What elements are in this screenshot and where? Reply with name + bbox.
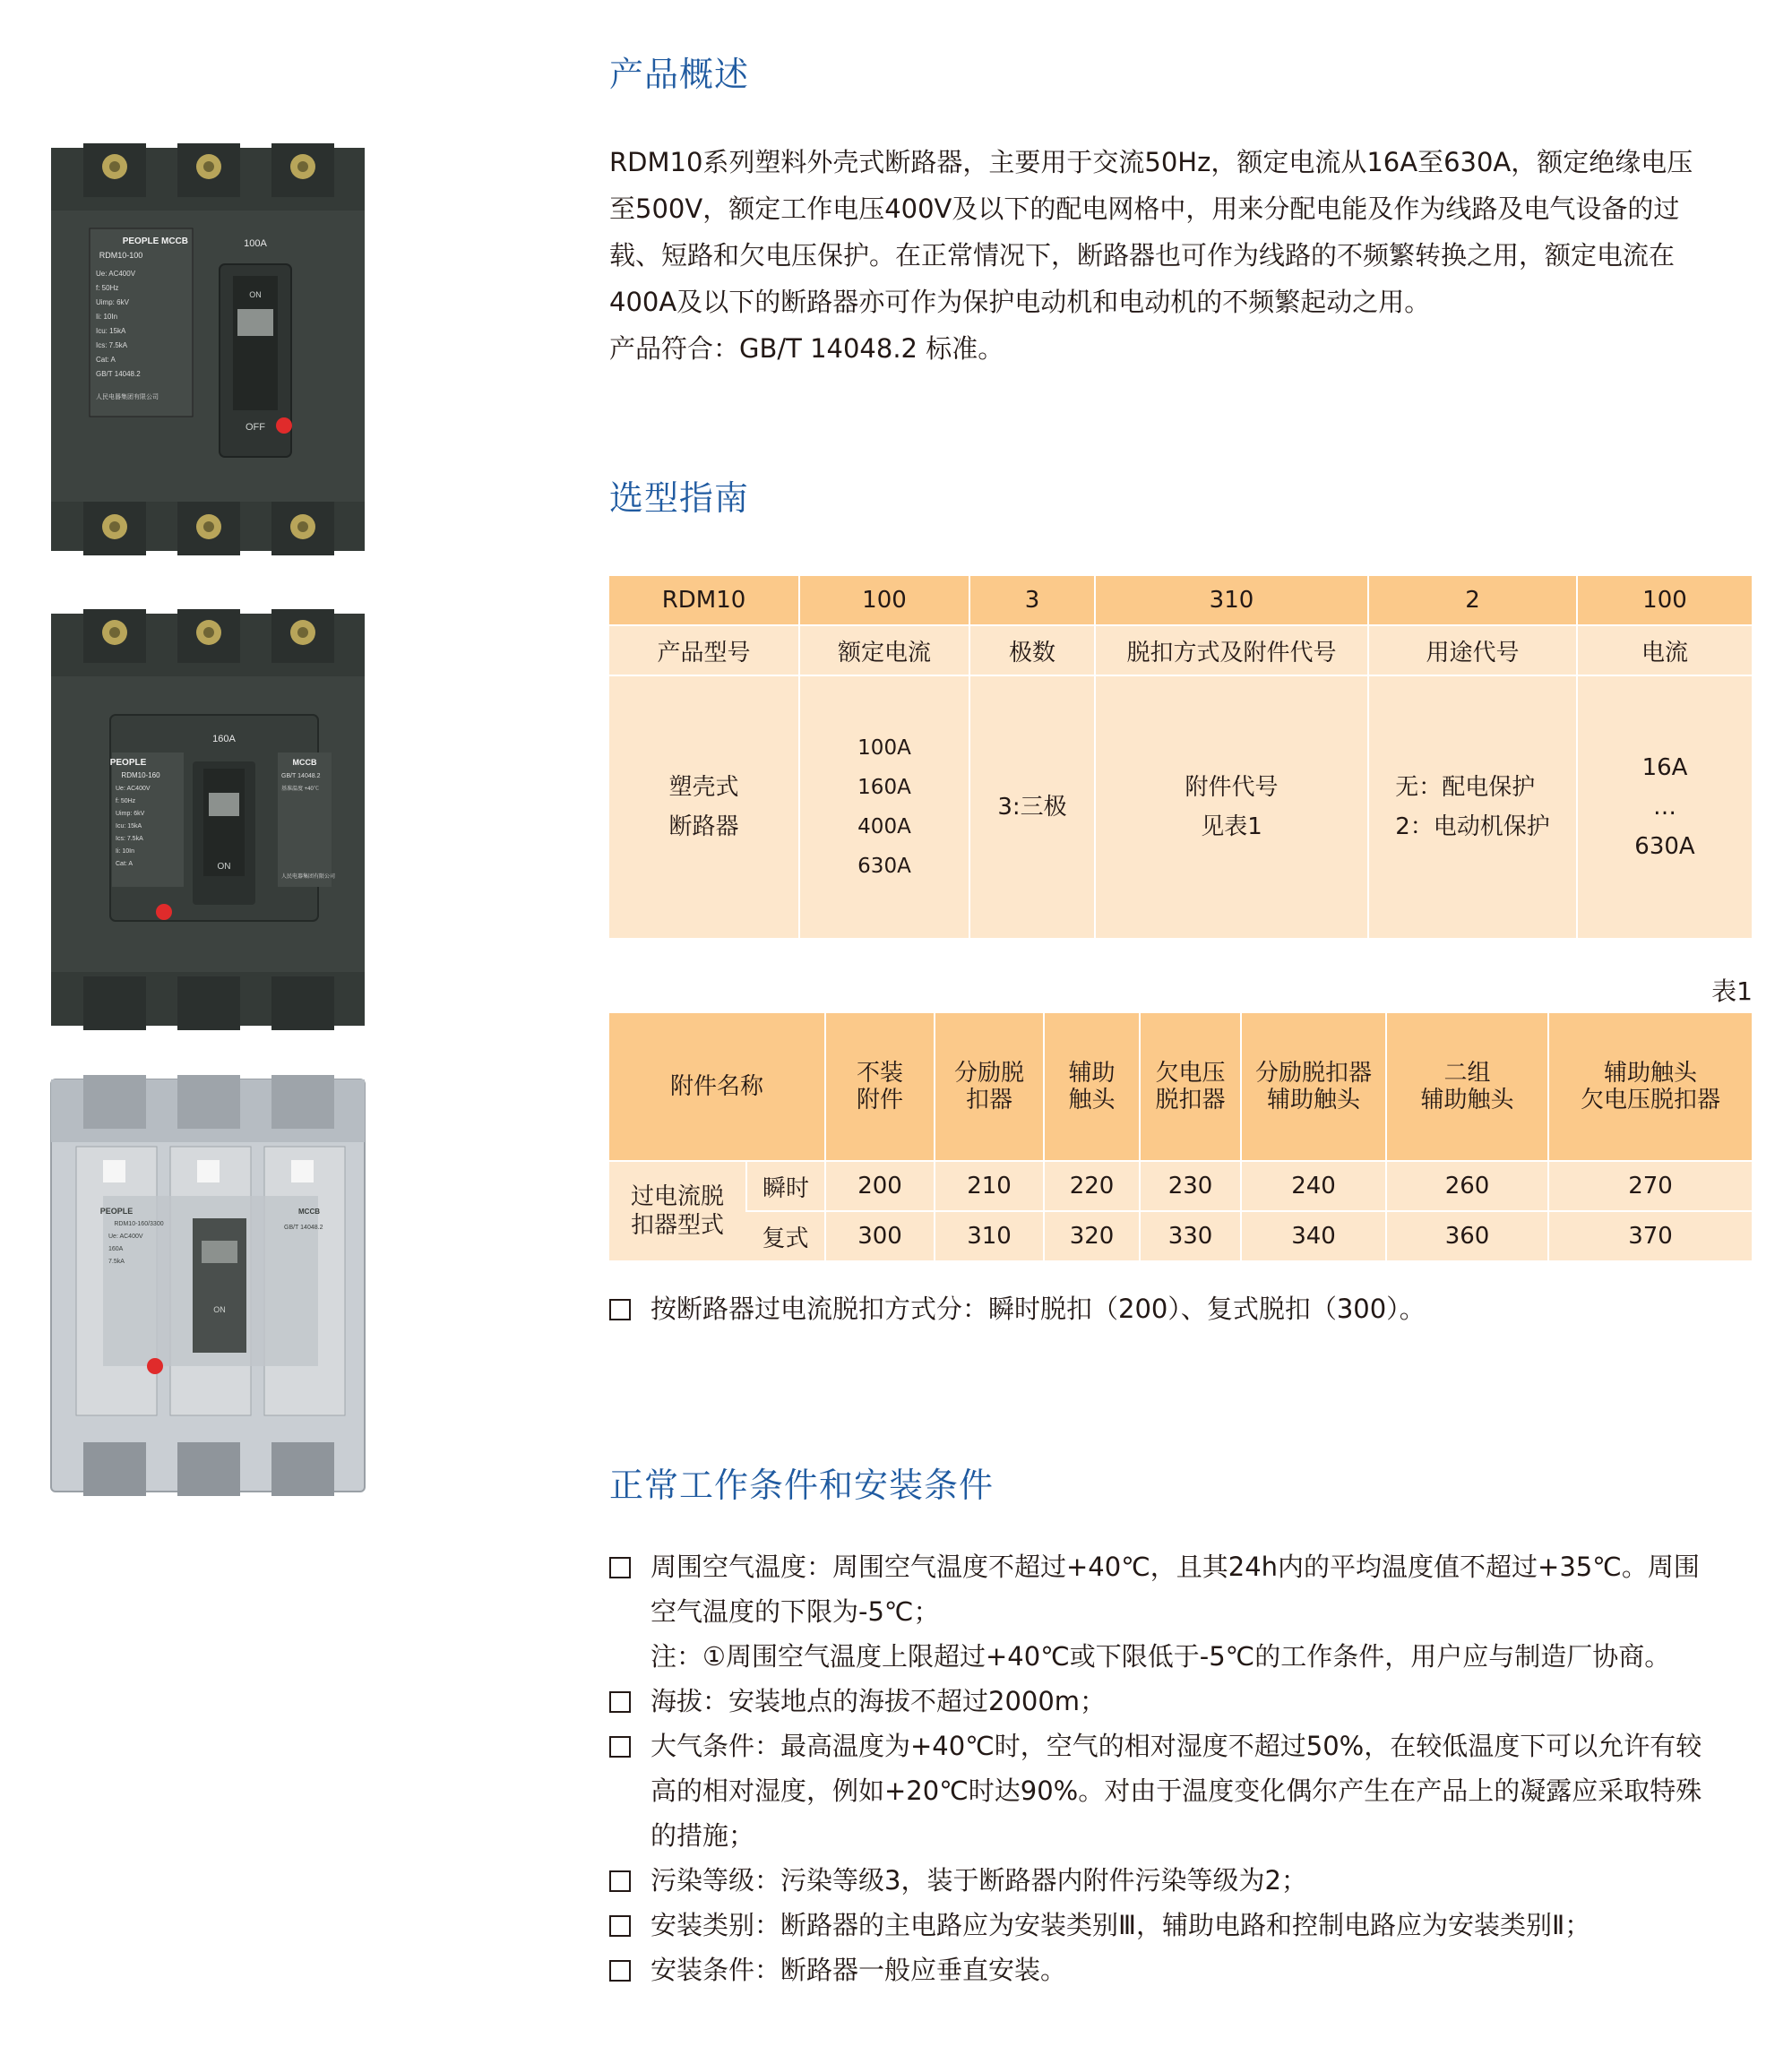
conditions-heading: 正常工作条件和安装条件 xyxy=(609,1466,995,1505)
spec-line: f: 50Hz xyxy=(96,284,119,292)
header-line: 欠电压 xyxy=(1155,1060,1226,1087)
list-item xyxy=(609,1948,1756,1992)
spec-line: Ue: AC400V xyxy=(96,270,136,278)
model-label: RDM10-100 xyxy=(99,251,143,260)
label-cell: 额定电流 xyxy=(799,625,969,675)
list-item xyxy=(609,1858,1756,1903)
overview-line: 载、短路和欠电压保护。在正常情况下，断路器也可作为线路的不频繁转换之用，额定电流在 xyxy=(609,240,1676,271)
usage-line: 无：配电保护 xyxy=(1395,774,1536,801)
handle-top-label: ON xyxy=(249,290,262,299)
overview-line: 至500V，额定工作电压400V及以下的配电网格中，用来分配电能及作为线路及电气设备的过 xyxy=(609,193,1680,224)
code-value: 310 xyxy=(935,1211,1044,1260)
product-image-rdm10-transparent xyxy=(49,1075,367,1496)
condition-line: 空气温度的下限为-5℃； xyxy=(650,1596,940,1627)
header-line: 脱扣器 xyxy=(1155,1087,1226,1113)
row-label: 瞬时 xyxy=(746,1161,825,1211)
attachment-name-header: 附件名称 xyxy=(609,1013,825,1161)
header-line: 分励脱扣器 xyxy=(1255,1060,1373,1087)
product-line: 断路器 xyxy=(668,813,739,840)
current-option: 100A xyxy=(857,736,911,760)
usage-cell xyxy=(1368,675,1577,938)
header-line: 不装 xyxy=(857,1060,904,1087)
spec-line: 7.5kA xyxy=(108,1259,125,1265)
code-value: 240 xyxy=(1241,1161,1386,1211)
attachment-header-row xyxy=(609,1013,1752,1161)
header-line: 触头 xyxy=(1068,1087,1116,1113)
code-cell: 100 xyxy=(1577,576,1752,625)
label-cell: 电流 xyxy=(1577,625,1752,675)
side-line: GB/T 14048.2 xyxy=(281,773,321,779)
header-line: 辅助触头 xyxy=(1267,1087,1361,1113)
condition-line: 海拔：安装地点的海拔不超过2000m； xyxy=(650,1686,1107,1716)
spec-line: Cat: A xyxy=(96,356,116,364)
current-option: 400A xyxy=(857,815,911,838)
spec-line: Uimp: 6kV xyxy=(116,811,145,817)
accessory-line: 见表1 xyxy=(1201,813,1262,840)
attachment-header xyxy=(1548,1013,1752,1161)
current-option: 630A xyxy=(857,855,911,878)
code-value: 320 xyxy=(1044,1211,1140,1260)
brand-label: PEOPLE xyxy=(122,236,159,246)
spec-line: Ii: 10In xyxy=(116,848,135,855)
table-row xyxy=(609,1161,1752,1211)
label-cell: 极数 xyxy=(969,625,1095,675)
code-value: 220 xyxy=(1044,1161,1140,1211)
header-line: 附件 xyxy=(857,1087,904,1113)
code-cell: RDM10 xyxy=(609,576,799,625)
code-row xyxy=(609,576,1752,625)
attachment-header xyxy=(825,1013,935,1161)
condition-line: 高的相对湿度，例如+20℃时达90%。对由于温度变化偶尔产生在产品上的凝露应采取特殊 xyxy=(650,1776,1702,1806)
code-value: 370 xyxy=(1548,1211,1752,1260)
side-line: 基准温度 +40℃ xyxy=(281,787,319,792)
spec-line: Cat: A xyxy=(116,861,134,867)
breaker-drawing xyxy=(49,1075,367,1496)
attachment-header xyxy=(1386,1013,1548,1161)
overview-paragraph xyxy=(609,139,1752,372)
spec-line: Ue: AC400V xyxy=(116,786,151,792)
checkbox-bullet-icon xyxy=(609,1870,631,1892)
group-line: 过电流脱 xyxy=(630,1183,724,1210)
code-value: 330 xyxy=(1140,1211,1241,1260)
code-cell: 100 xyxy=(799,576,969,625)
selection-heading: 选型指南 xyxy=(609,478,750,518)
type-label: MCCB xyxy=(298,1208,320,1216)
type-label: MCCB xyxy=(292,758,317,767)
code-value: 340 xyxy=(1241,1211,1386,1260)
label-cell: 脱扣方式及附件代号 xyxy=(1095,625,1368,675)
condition-line: 的措施； xyxy=(650,1820,755,1851)
header-line: 辅助触头 xyxy=(1420,1087,1514,1113)
attachment-table xyxy=(609,1013,1752,1260)
trip-type-group xyxy=(609,1161,746,1260)
checkbox-bullet-icon xyxy=(609,1915,631,1937)
current-range-line: 16A xyxy=(1641,754,1688,781)
condition-line: 周围空气温度：周围空气温度不超过+40℃，且其24h内的平均温度值不超过+35℃。周围 xyxy=(650,1552,1700,1582)
trip-note xyxy=(609,1286,1756,1331)
condition-line: 安装类别：断路器的主电路应为安装类别Ⅲ，辅助电路和控制电路应为安装类别Ⅱ； xyxy=(650,1910,1591,1940)
spec-line: Ics: 7.5kA xyxy=(96,341,128,349)
header-line: 二组 xyxy=(1443,1060,1491,1087)
condition-note: 注：①周围空气温度上限超过+40℃或下限低于-5℃的工作条件，用户应与制造厂协商。 xyxy=(650,1641,1671,1672)
conditions-list xyxy=(609,1544,1756,1992)
spec-line: Icu: 15kA xyxy=(96,327,126,335)
list-item xyxy=(609,1286,1756,1331)
list-item xyxy=(609,1679,1756,1724)
current-option: 160A xyxy=(857,776,911,799)
product-line: 塑壳式 xyxy=(668,774,739,801)
header-line: 扣器 xyxy=(966,1087,1013,1113)
overview-line: 400A及以下的断路器亦可作为保护电动机和电动机的不频繁起动之用。 xyxy=(609,287,1431,317)
table-caption: 表1 xyxy=(1711,976,1753,1006)
selection-table xyxy=(609,576,1752,938)
breaker-drawing xyxy=(49,143,367,555)
handle-bottom-label: ON xyxy=(213,1305,226,1314)
checkbox-bullet-icon xyxy=(609,1736,631,1758)
standard-line: 产品符合：GB/T 14048.2 标准。 xyxy=(609,333,1004,364)
label-row xyxy=(609,625,1752,675)
row-label: 复式 xyxy=(746,1211,825,1260)
attachment-header xyxy=(1044,1013,1140,1161)
spec-line: f: 50Hz xyxy=(116,798,136,804)
overview-line: RDM10系列塑料外壳式断路器，主要用于交流50Hz，额定电流从16A至630A，额定绝缘电压 xyxy=(609,147,1693,177)
code-value: 200 xyxy=(825,1161,935,1211)
trip-note-text: 按断路器过电流脱扣方式分：瞬时脱扣（200）、复式脱扣（300）。 xyxy=(650,1294,1426,1324)
spec-line: Icu: 15kA xyxy=(116,823,142,830)
list-item xyxy=(609,1903,1756,1948)
checkbox-bullet-icon xyxy=(609,1691,631,1713)
current-range-cell xyxy=(1577,675,1752,938)
brand-label: PEOPLE xyxy=(109,758,147,768)
product-cell xyxy=(609,675,799,938)
brand-label: PEOPLE xyxy=(99,1207,134,1216)
rating-label: 160A xyxy=(212,734,236,744)
code-cell: 2 xyxy=(1368,576,1577,625)
header-line: 辅助 xyxy=(1068,1060,1116,1087)
breaker-drawing xyxy=(49,609,367,1030)
usage-line: 2：电动机保护 xyxy=(1395,813,1550,840)
spec-line: GB/T 14048.2 xyxy=(96,370,141,378)
checkbox-bullet-icon xyxy=(609,1557,631,1578)
accessory-cell xyxy=(1095,675,1368,938)
header-line: 分励脱 xyxy=(954,1060,1025,1087)
attachment-header xyxy=(1140,1013,1241,1161)
list-item xyxy=(609,1724,1756,1858)
spec-line: 160A xyxy=(108,1246,124,1252)
current-range-line: … xyxy=(1653,794,1676,821)
side-line: GB/T 14048.2 xyxy=(284,1225,323,1231)
handle-bottom-label: ON xyxy=(217,862,231,872)
rating-label: 100A xyxy=(244,238,267,249)
spec-line: Uimp: 6kV xyxy=(96,298,129,306)
code-value: 270 xyxy=(1548,1161,1752,1211)
list-item xyxy=(609,1544,1756,1679)
code-value: 300 xyxy=(825,1211,935,1260)
detail-row xyxy=(609,675,1752,938)
current-range-line: 630A xyxy=(1634,833,1695,860)
code-value: 210 xyxy=(935,1161,1044,1211)
code-value: 260 xyxy=(1386,1161,1548,1211)
poles-cell: 3:三极 xyxy=(969,675,1095,938)
label-cell: 用途代号 xyxy=(1368,625,1577,675)
overview-heading: 产品概述 xyxy=(609,55,750,94)
model-label: RDM10-160/3300 xyxy=(114,1221,164,1227)
checkbox-bullet-icon xyxy=(609,1960,631,1982)
header-line: 辅助触头 xyxy=(1604,1060,1698,1087)
group-line: 扣器型式 xyxy=(630,1212,724,1239)
code-value: 230 xyxy=(1140,1161,1241,1211)
checkbox-bullet-icon xyxy=(609,1299,631,1320)
maker-label: 人民电器集团有限公司 xyxy=(281,874,336,880)
current-cell xyxy=(799,675,969,938)
attachment-header xyxy=(1241,1013,1386,1161)
header-line: 欠电压脱扣器 xyxy=(1581,1087,1721,1113)
condition-line: 污染等级：污染等级3，装于断路器内附件污染等级为2； xyxy=(650,1865,1307,1896)
model-label: RDM10-160 xyxy=(121,771,160,779)
spec-line: Ics: 7.5kA xyxy=(116,836,143,842)
spec-line: Ue: AC400V xyxy=(108,1234,143,1240)
code-value: 360 xyxy=(1386,1211,1548,1260)
attachment-header xyxy=(935,1013,1044,1161)
code-cell: 3 xyxy=(969,576,1095,625)
table-row xyxy=(609,1211,1752,1260)
spec-line: Ii: 10In xyxy=(96,313,118,321)
label-cell: 产品型号 xyxy=(609,625,799,675)
condition-line: 大气条件：最高温度为+40℃时，空气的相对湿度不超过50%，在较低温度下可以允许有较 xyxy=(650,1731,1702,1761)
product-image-rdm10-160 xyxy=(49,609,367,1030)
product-image-rdm10-100 xyxy=(49,143,367,555)
handle-bottom-label: OFF xyxy=(246,422,265,433)
condition-line: 安装条件：断路器一般应垂直安装。 xyxy=(650,1955,1067,1985)
accessory-line: 附件代号 xyxy=(1185,774,1279,801)
type-label: MCCB xyxy=(161,236,188,246)
code-cell: 310 xyxy=(1095,576,1368,625)
maker-label: 人民电器集团有限公司 xyxy=(96,394,159,400)
